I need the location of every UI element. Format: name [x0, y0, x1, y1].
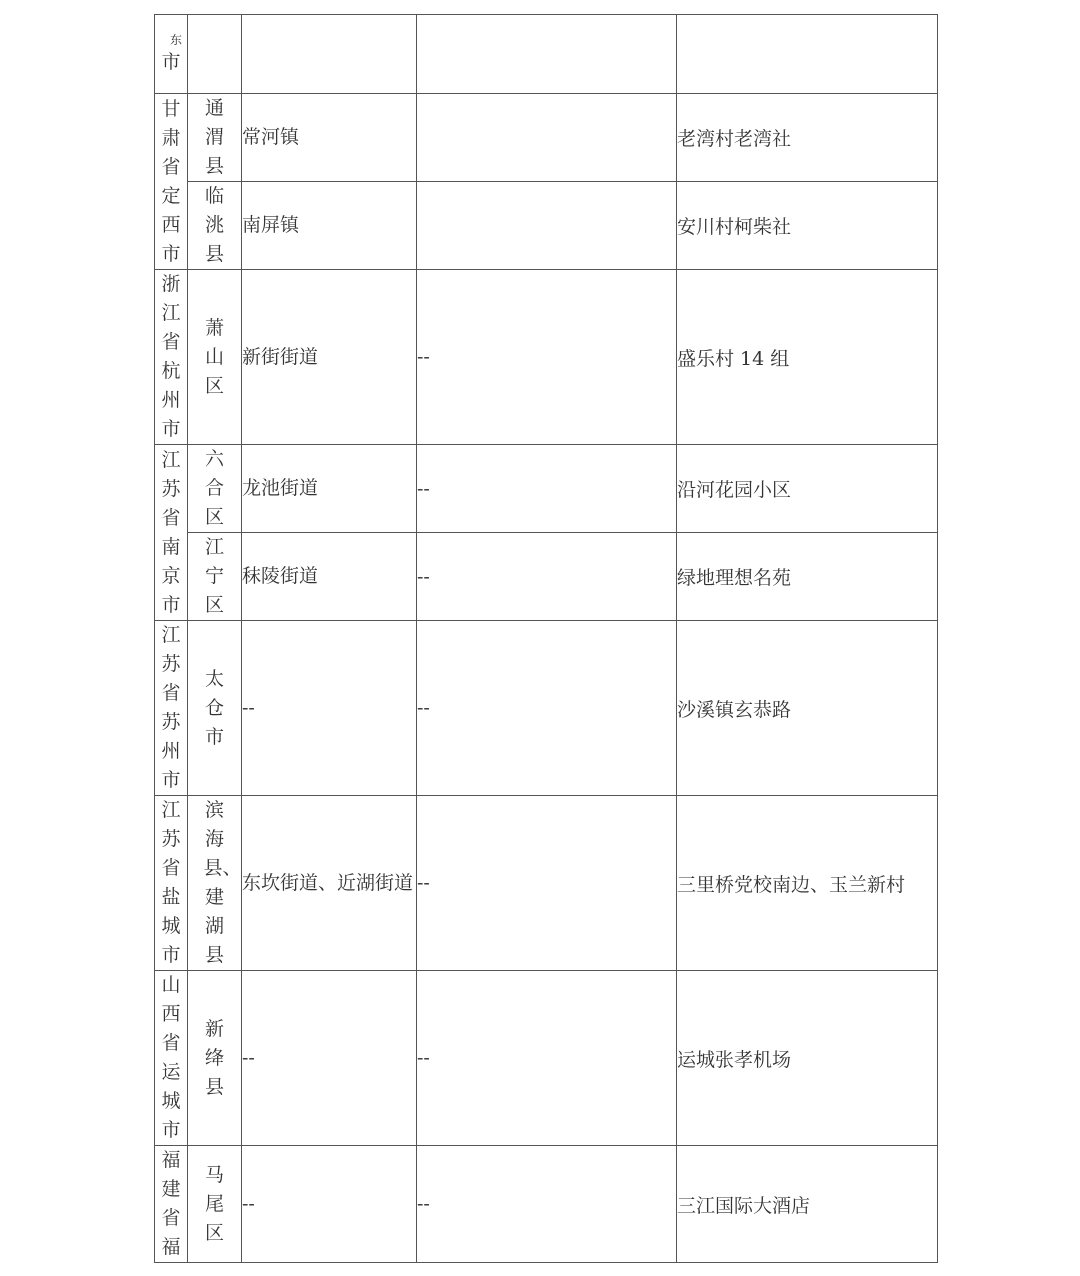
table-row [155, 533, 938, 621]
location-cell: 运城张孝机场 [677, 971, 938, 1146]
table-row [155, 15, 938, 94]
col4-cell: -- [417, 533, 677, 621]
province-cell [155, 796, 188, 971]
province-cell [155, 270, 188, 445]
location-cell [677, 15, 938, 94]
province-fragment: 市 [161, 50, 181, 73]
county-text: 太仓市 [204, 667, 224, 748]
col4-cell: -- [417, 1146, 677, 1263]
street-cell: 南屏镇 [242, 182, 417, 270]
county-text: 江宁区 [204, 536, 224, 616]
province-cell [155, 1146, 188, 1263]
street-cell [242, 15, 417, 94]
province-cell [155, 445, 188, 621]
table-row [155, 796, 938, 971]
county-cell [188, 270, 242, 445]
province-cell [155, 621, 188, 796]
street-cell: 龙池街道 [242, 445, 417, 533]
province-text: 江苏省苏州市 [161, 624, 181, 791]
location-cell: 盛乐村 14 组 [677, 270, 938, 445]
table-row [155, 621, 938, 796]
county-cell [188, 971, 242, 1146]
location-cell: 沙溪镇玄恭路 [677, 621, 938, 796]
county-text: 萧山区 [204, 316, 224, 397]
location-cell: 沿河花园小区 [677, 445, 938, 533]
province-text: 江苏省南京市 [161, 448, 181, 616]
street-cell: -- [242, 1146, 417, 1263]
table-row [155, 971, 938, 1146]
col4-cell: -- [417, 971, 677, 1146]
county-cell [188, 533, 242, 621]
province-text: 浙江省杭州市 [161, 273, 181, 440]
street-cell: 秣陵街道 [242, 533, 417, 621]
province-cell [155, 15, 188, 94]
province-text: 甘肃省定西市 [161, 97, 181, 265]
province-text: 福建省福 [161, 1149, 181, 1258]
location-cell: 三里桥党校南边、玉兰新村 [677, 796, 938, 971]
province-text: 山西省运城市 [161, 974, 181, 1141]
province-fragment: 东 [169, 32, 182, 47]
region-table [154, 14, 938, 1263]
county-cell [188, 15, 242, 94]
location-cell: 安川村柯柴社 [677, 182, 938, 270]
col4-cell: -- [417, 270, 677, 445]
col4-cell [417, 182, 677, 270]
street-cell: -- [242, 621, 417, 796]
county-text: 滨海县、建湖县 [203, 799, 242, 966]
province-cell [155, 971, 188, 1146]
table-row [155, 1146, 938, 1263]
county-text: 六合区 [204, 448, 224, 528]
table-row [155, 270, 938, 445]
county-text: 马尾区 [204, 1163, 224, 1244]
table-row [155, 182, 938, 270]
col4-cell: -- [417, 445, 677, 533]
location-cell: 绿地理想名苑 [677, 533, 938, 621]
county-text: 通渭县 [204, 97, 224, 177]
street-cell: 新街街道 [242, 270, 417, 445]
county-cell [188, 1146, 242, 1263]
county-text: 临洮县 [204, 185, 224, 265]
col4-cell: -- [417, 796, 677, 971]
street-cell: -- [242, 971, 417, 1146]
table-row [155, 94, 938, 182]
province-text: 江苏省盐城市 [161, 799, 181, 966]
col4-cell [417, 15, 677, 94]
col4-cell: -- [417, 621, 677, 796]
street-cell: 东坎街道、近湖街道 [242, 796, 417, 971]
county-cell [188, 621, 242, 796]
table-row [155, 445, 938, 533]
county-cell [188, 94, 242, 182]
county-cell [188, 796, 242, 971]
province-cell [155, 94, 188, 270]
county-text: 新绛县 [204, 1017, 224, 1098]
location-cell: 老湾村老湾社 [677, 94, 938, 182]
location-cell: 三江国际大酒店 [677, 1146, 938, 1263]
col4-cell [417, 94, 677, 182]
county-cell [188, 445, 242, 533]
county-cell [188, 182, 242, 270]
street-cell: 常河镇 [242, 94, 417, 182]
